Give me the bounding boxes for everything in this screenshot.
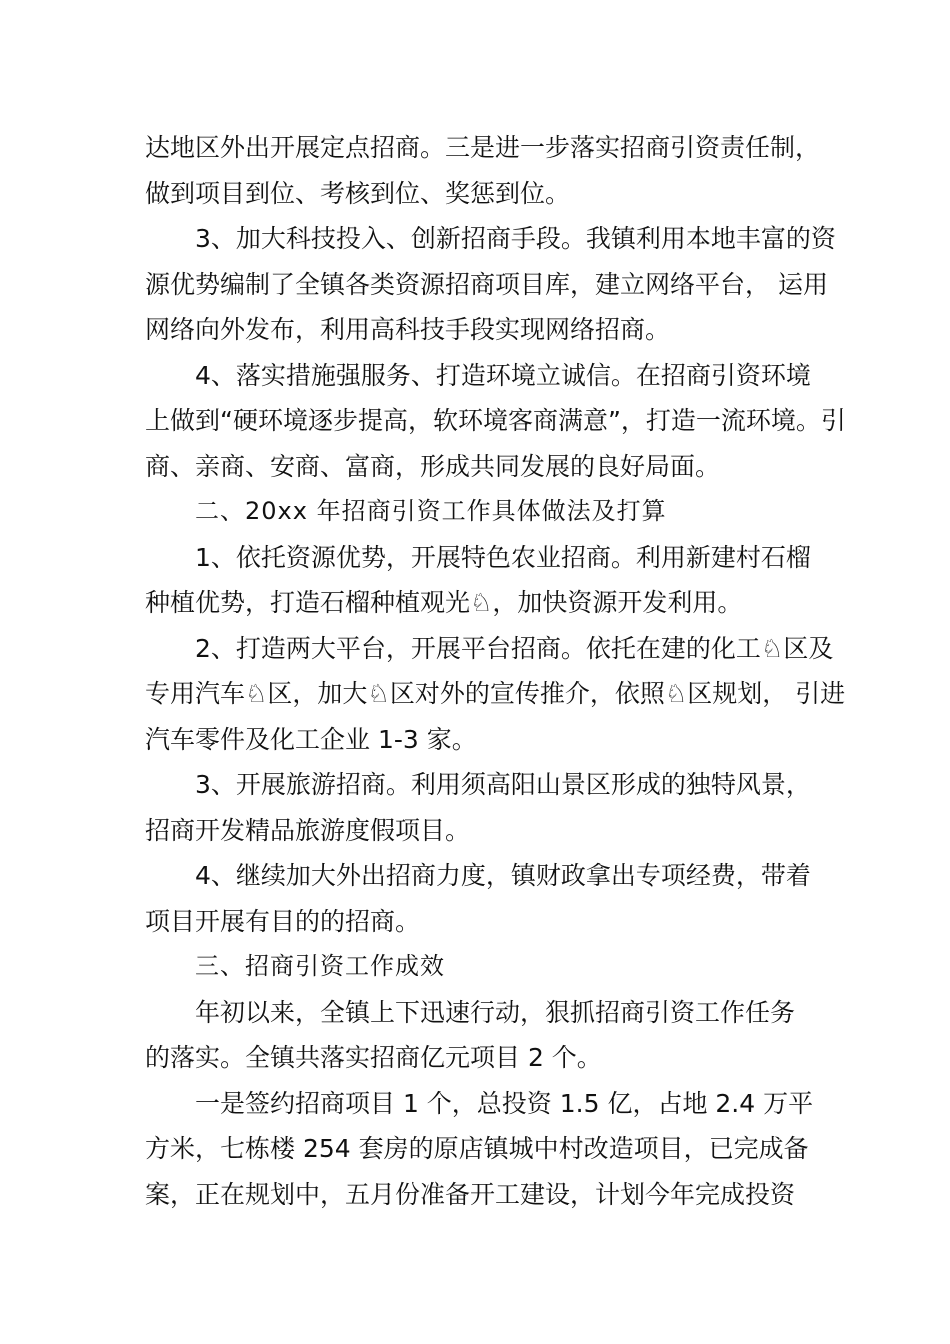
paragraph-line: 3、加大科技投入、创新招商手段。我镇利用本地丰富的资 xyxy=(195,224,836,253)
paragraph-line: 2、打造两大平台，开展平台招商。依托在建的化工♘区及 xyxy=(195,633,834,663)
paragraph-line: 商、亲商、安商、富商，形成共同发展的良好局面。 xyxy=(145,451,721,481)
paragraph-line: 4、继续加大外出招商力度，镇财政拿出专项经费，带着 xyxy=(195,861,811,890)
paragraph-line: 年初以来，全镇上下迅速行动，狠抓招商引资工作任务 xyxy=(195,997,796,1027)
paragraph-line: 做到项目到位、考核到位、奖惩到位。 xyxy=(145,178,571,208)
paragraph-line: 专用汽车♘区，加大♘区对外的宣传推介，依照♘区规划， 引进 xyxy=(145,679,846,708)
paragraph-line: 汽车零件及化工企业 1-3 家。 xyxy=(145,724,477,754)
section-heading: 三、招商引资工作成效 xyxy=(195,952,445,980)
paragraph-line: 网络向外发布，利用高科技手段实现网络招商。 xyxy=(145,315,671,344)
paragraph-line: 方米，七栋楼 254 套房的原店镇城中村改造项目，已完成备 xyxy=(145,1134,809,1163)
paragraph-line: 1、依托资源优势，开展特色农业招商。利用新建村石榴 xyxy=(195,542,811,572)
paragraph-line: 招商开发精品旅游度假项目。 xyxy=(145,815,471,845)
paragraph-line: 3、开展旅游招商。利用须高阳山景区形成的独特风景， xyxy=(195,770,811,799)
section-heading: 二、20xx 年招商引资工作具体做法及打算 xyxy=(195,497,667,525)
paragraph-line: 达地区外出开展定点招商。三是进一步落实招商引资责任制， xyxy=(145,133,821,162)
paragraph-line: 案，正在规划中，五月份准备开工建设，计划今年完成投资 xyxy=(145,1179,796,1209)
paragraph-line: 种植优势，打造石榴种植观光♘，加快资源开发利用。 xyxy=(145,588,743,617)
paragraph-line: 源优势编制了全镇各类资源招商项目库，建立网络平台， 运用 xyxy=(145,269,828,299)
paragraph-line: 一是签约招商项目 1 个，总投资 1.5 亿，占地 2.4 万平 xyxy=(195,1088,814,1118)
paragraph-line: 的落实。全镇共落实招商亿元项目 2 个。 xyxy=(145,1043,602,1072)
document-body xyxy=(145,125,846,1217)
paragraph-line: 项目开展有目的的招商。 xyxy=(145,906,421,936)
paragraph-line: 4、落实措施强服务、打造环境立诚信。在招商引资环境 xyxy=(195,360,811,390)
paragraph-line: 上做到“硬环境逐步提高，软环境客商满意”，打造一流环境。引 xyxy=(145,406,846,435)
